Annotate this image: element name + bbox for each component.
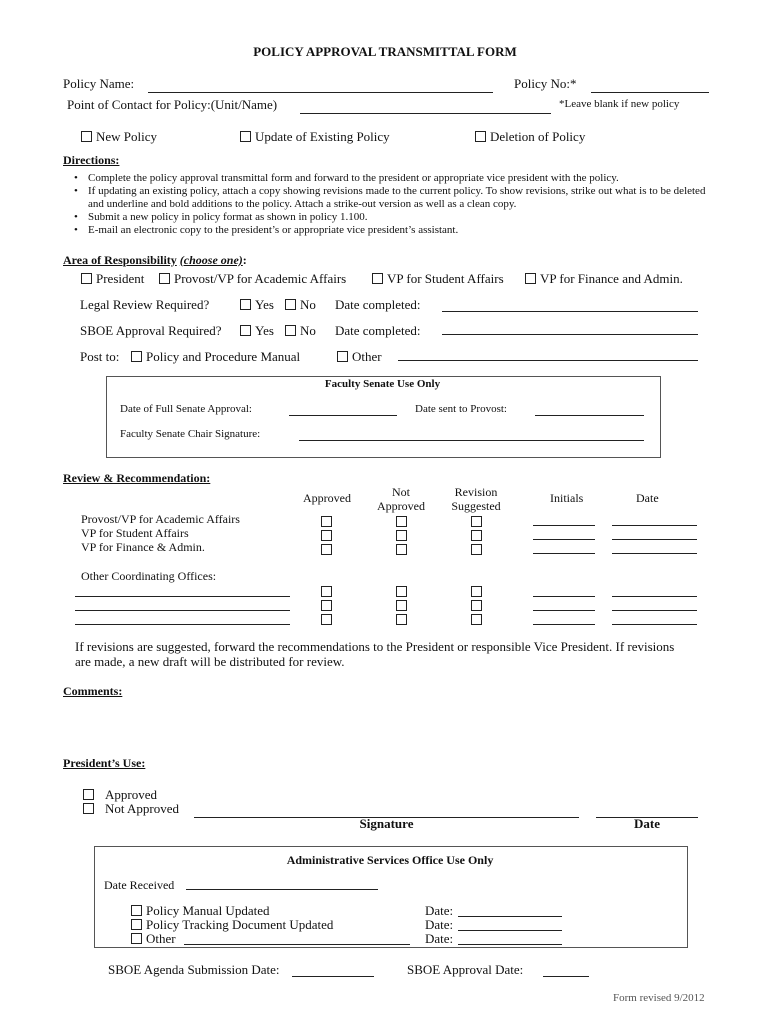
- col-initials: Initials: [550, 491, 584, 505]
- option-label: Deletion of Policy: [490, 129, 586, 144]
- checkbox[interactable]: [131, 351, 142, 362]
- full-senate-label: Date of Full Senate Approval:: [120, 403, 252, 415]
- not-approved-checkbox[interactable]: [396, 586, 407, 597]
- checkbox[interactable]: [285, 325, 296, 336]
- legal-yes[interactable]: [240, 297, 274, 313]
- review-row-label: VP for Student Affairs: [81, 526, 189, 540]
- other-office-field[interactable]: [75, 596, 290, 597]
- legal-label: Legal Review Required?: [80, 297, 210, 312]
- date-field[interactable]: [612, 539, 697, 540]
- checkbox[interactable]: [240, 131, 251, 142]
- chair-signature-field[interactable]: [299, 440, 644, 441]
- option-label: No: [300, 297, 316, 312]
- revision-checkbox[interactable]: [471, 614, 482, 625]
- post-other-field[interactable]: [398, 360, 698, 361]
- sboe-yes[interactable]: [240, 323, 274, 339]
- full-senate-date-field[interactable]: [289, 415, 397, 416]
- date-field[interactable]: [612, 525, 697, 526]
- col-date: Date: [636, 491, 659, 505]
- sboe-approval-field[interactable]: [543, 976, 589, 977]
- deletion-policy-option[interactable]: [475, 129, 585, 145]
- area-heading-text: Area of Responsibility: [63, 253, 177, 267]
- policy-no-label: Policy No:*: [514, 76, 577, 91]
- review-heading: Review & Recommendation:: [63, 471, 211, 485]
- checkbox[interactable]: [240, 299, 251, 310]
- revision-checkbox[interactable]: [471, 586, 482, 597]
- checkbox[interactable]: [131, 919, 142, 930]
- direction-item: • Complete the policy approval transmittal form and forward to the president or appropriate vice president with the policy.: [70, 172, 710, 185]
- checkbox[interactable]: [83, 789, 94, 800]
- other-offices-label: Other Coordinating Offices:: [81, 569, 217, 583]
- initials-field[interactable]: [533, 610, 595, 611]
- option-label: Yes: [255, 323, 274, 338]
- sboe-agenda-label: SBOE Agenda Submission Date:: [108, 962, 280, 977]
- other-office-field[interactable]: [75, 624, 290, 625]
- comments-heading: Comments:: [63, 684, 123, 698]
- not-approved-checkbox[interactable]: [396, 614, 407, 625]
- checkbox[interactable]: [240, 325, 251, 336]
- update-policy-option[interactable]: [240, 129, 390, 145]
- area-option-finance[interactable]: [525, 271, 683, 287]
- form-revised-note: Form revised 9/2012: [613, 992, 705, 1004]
- initials-field[interactable]: [533, 525, 595, 526]
- col-not-approved: [370, 485, 432, 513]
- directions-list: [70, 172, 710, 237]
- sent-to-provost-field[interactable]: [535, 415, 644, 416]
- date-field[interactable]: [612, 596, 697, 597]
- not-approved-checkbox[interactable]: [396, 530, 407, 541]
- option-label: Other: [352, 349, 382, 364]
- approved-checkbox[interactable]: [321, 600, 332, 611]
- revision-checkbox[interactable]: [471, 544, 482, 555]
- option-label: Provost/VP for Academic Affairs: [174, 271, 347, 286]
- admin-title: Administrative Services Office Use Only: [286, 853, 494, 867]
- option-label: President: [96, 271, 145, 286]
- initials-field[interactable]: [533, 553, 595, 554]
- leave-blank-note: *Leave blank if new policy: [559, 98, 680, 110]
- initials-field[interactable]: [533, 539, 595, 540]
- option-label: VP for Student Affairs: [387, 271, 504, 286]
- col-not-line2: Approved: [377, 499, 425, 513]
- area-choose-text: (choose one): [179, 253, 243, 267]
- initials-field[interactable]: [533, 596, 595, 597]
- legal-date-label: Date completed:: [335, 297, 421, 312]
- date-received-label: Date Received: [104, 878, 175, 892]
- policy-no-field[interactable]: [591, 92, 709, 93]
- option-label: VP for Finance and Admin.: [540, 271, 683, 286]
- poc-label: Point of Contact for Policy:(Unit/Name): [67, 97, 278, 112]
- option-label: No: [300, 323, 316, 338]
- area-option-provost[interactable]: [159, 271, 346, 287]
- checkbox[interactable]: [372, 273, 383, 284]
- approved-checkbox[interactable]: [321, 586, 332, 597]
- form-title: POLICY APPROVAL TRANSMITTAL FORM: [253, 44, 517, 59]
- option-label: Update of Existing Policy: [255, 129, 390, 144]
- post-manual-option[interactable]: [131, 349, 300, 365]
- review-row-label: VP for Finance & Admin.: [81, 540, 205, 554]
- signature-label: Signature: [359, 816, 414, 831]
- col-rev-line2: Suggested: [451, 499, 501, 513]
- col-revision-suggested: [443, 485, 509, 513]
- approved-checkbox[interactable]: [321, 544, 332, 555]
- date-field[interactable]: [612, 553, 697, 554]
- sboe-label: SBOE Approval Required?: [80, 323, 222, 338]
- admin-date-field[interactable]: [458, 944, 562, 945]
- date-field[interactable]: [612, 610, 697, 611]
- direction-item: • If updating an existing policy, attach a copy showing revisions made to the current policy. To show revisions, strike out what is to be deleted and underline and bold additions to the policy. Attach a strike-out version as well as a clean copy.: [70, 185, 710, 211]
- admin-item-other[interactable]: [131, 931, 176, 947]
- approved-checkbox[interactable]: [321, 614, 332, 625]
- sboe-date-label: Date completed:: [335, 323, 421, 338]
- approved-checkbox[interactable]: [321, 530, 332, 541]
- checkbox[interactable]: [285, 299, 296, 310]
- other-office-field[interactable]: [75, 610, 290, 611]
- post-other-option[interactable]: [337, 349, 382, 365]
- revision-checkbox[interactable]: [471, 516, 482, 527]
- initials-field[interactable]: [533, 624, 595, 625]
- policy-name-field[interactable]: [148, 92, 493, 93]
- option-label: New Policy: [96, 129, 158, 144]
- checkbox[interactable]: [131, 933, 142, 944]
- revision-checkbox[interactable]: [471, 600, 482, 611]
- admin-date-field[interactable]: [458, 930, 562, 931]
- new-policy-option[interactable]: [81, 129, 157, 145]
- admin-date-label: Date:: [425, 903, 454, 918]
- option-label: Other: [146, 931, 176, 946]
- legal-date-field[interactable]: [442, 311, 698, 312]
- poc-field[interactable]: [300, 113, 551, 114]
- admin-date-label: Date:: [425, 931, 454, 946]
- sboe-no[interactable]: [285, 323, 316, 339]
- col-approved: Approved: [303, 491, 351, 505]
- review-row-label: Provost/VP for Academic Affairs: [81, 512, 240, 526]
- checkbox[interactable]: [159, 273, 170, 284]
- area-option-student-affairs[interactable]: [372, 271, 504, 287]
- area-option-president[interactable]: [81, 271, 144, 287]
- date-received-field[interactable]: [186, 889, 378, 890]
- president-not-approved-option[interactable]: [83, 801, 179, 817]
- revision-checkbox[interactable]: [471, 530, 482, 541]
- approved-checkbox[interactable]: [321, 516, 332, 527]
- faculty-senate-title: Faculty Senate Use Only: [324, 378, 441, 390]
- checkbox[interactable]: [475, 131, 486, 142]
- checkbox[interactable]: [525, 273, 536, 284]
- sboe-agenda-field[interactable]: [292, 976, 374, 977]
- direction-item: • E-mail an electronic copy to the president’s or appropriate vice president’s assistant.: [70, 224, 710, 237]
- area-colon: :: [242, 253, 247, 267]
- legal-no[interactable]: [285, 297, 316, 313]
- col-not-line1: Not: [392, 485, 410, 499]
- not-approved-checkbox[interactable]: [396, 544, 407, 555]
- directions-heading: Directions:: [63, 153, 120, 167]
- president-date-label: Date: [634, 816, 660, 831]
- option-label: Yes: [255, 297, 274, 312]
- option-label: Policy and Procedure Manual: [146, 349, 301, 364]
- option-label: Policy Tracking Document Updated: [146, 917, 334, 932]
- revisions-note: If revisions are suggested, forward the recommendations to the President or responsible Vice President. If revisions are made, a new draft will be distributed for review.: [75, 639, 675, 669]
- president-heading: President’s Use:: [63, 756, 146, 770]
- col-rev-line1: Revision: [454, 485, 498, 499]
- sboe-approval-label: SBOE Approval Date:: [407, 962, 524, 977]
- admin-other-field[interactable]: [184, 944, 410, 945]
- admin-date-label: Date:: [425, 917, 454, 932]
- not-approved-checkbox[interactable]: [396, 600, 407, 611]
- area-heading: [63, 253, 247, 268]
- checkbox[interactable]: [337, 351, 348, 362]
- not-approved-checkbox[interactable]: [396, 516, 407, 527]
- checkbox[interactable]: [81, 131, 92, 142]
- checkbox[interactable]: [131, 905, 142, 916]
- option-label: Approved: [105, 787, 157, 802]
- option-label: Not Approved: [105, 801, 180, 816]
- policy-name-label: Policy Name:: [63, 76, 135, 91]
- checkbox[interactable]: [81, 273, 92, 284]
- chair-signature-label: Faculty Senate Chair Signature:: [120, 428, 261, 440]
- date-field[interactable]: [612, 624, 697, 625]
- sboe-date-field[interactable]: [442, 334, 698, 335]
- direction-item: • Submit a new policy in policy format as shown in policy 1.100.: [70, 211, 710, 224]
- sent-to-provost-label: Date sent to Provost:: [415, 403, 507, 415]
- admin-date-field[interactable]: [458, 916, 562, 917]
- checkbox[interactable]: [83, 803, 94, 814]
- option-label: Policy Manual Updated: [146, 903, 270, 918]
- post-label: Post to:: [80, 349, 120, 364]
